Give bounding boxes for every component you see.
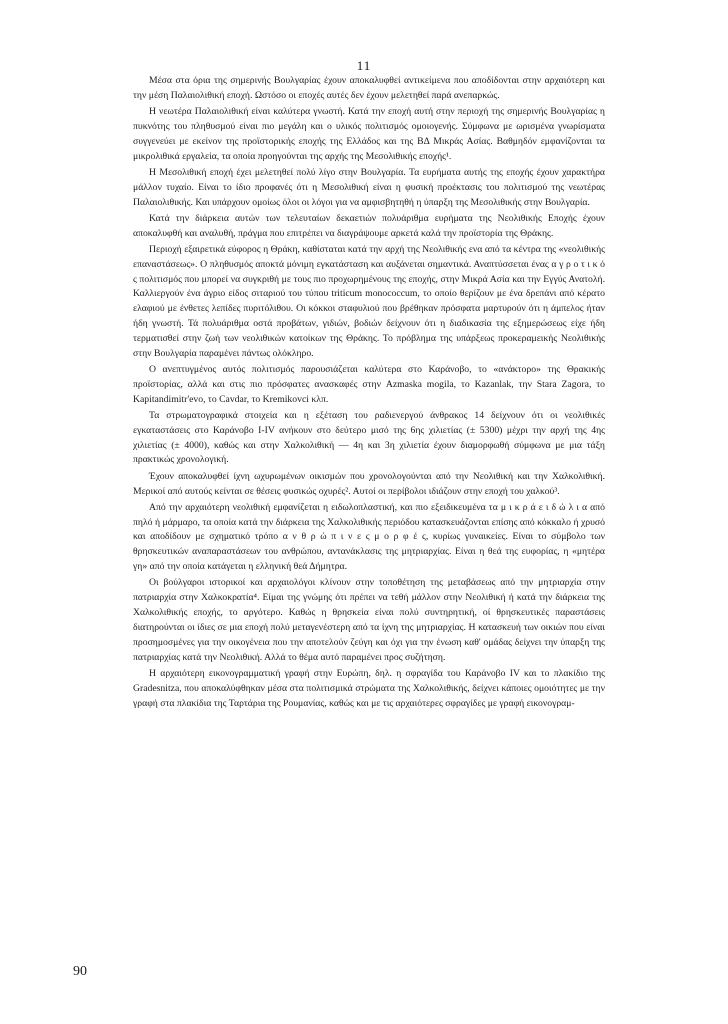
paragraph: Η Μεσολιθική εποχή έχει μελετηθεί πολύ λίγο στην Βουλγαρία. Τα ευρήματα αυτής της εποχής έχουν χαρακτήρα μάλλον τυχαίο. Είναι το ίδιο προφανές ότι η Μεσολιθική είναι η φυσική προέκτασις του πολιτισμού της νεωτέρας Παλαιολιθικής. Και υπάρχουν ομοίως όλοι οι λόγοι για να αμφισβητηθή η ύπαρξη της Μεσολιθικής στην Βουλγαρία. [133,166,605,208]
body-text [133,74,605,711]
paragraph: Έχουν αποκαλυφθεί ίχνη ωχυρωμένων οικισμών που χρονολογούνται από την Νεολιθική και την Χαλκολιθική. Μερικοί από αυτούς κείνται σε θέσεις φυσικώς οχυρές². Αυτοί οι περίβολοι ιδιάζουν στην εποχή του χαλκού³. [133,470,605,497]
page-footer-number: 90 [73,964,87,979]
paragraph: Περιοχή εξαιρετικά εύφορος η Θράκη, καθίσταται κατά την αρχή της Νεολιθικής ενα από τα κέντρα της «νεολιθικής επαναστάσεως». Ο πληθυσμός αποκτά μόνιμη εγκατάσταση και αυξάνεται σημαντικά. Αναπτύσσεται ένας α γ ρ ο τ ι κ ό ς πολιτισμός που μπορεί να συγκριθή με τους πιο προχωρημένους της εποχής, στην Μικρά Ασία και την Εγγύς Ανατολή. Καλλιεργούν ένα άγριο είδος σιταριού του τύπου triticum monococcum, το οποίο θερίζουν με ένα δρεπάνι από κέρατο ελαφιού με ένθετες λεπίδες πυριτόλιθου. Οι κόκκοι σταφυλιού που βρέθηκαν πρόσφατα μαρτυρούν ότι η άμπελος ήταν ήδη γνωστή. Τά πολυάριθμα οστά προβάτων, γιδιών, βοδιών δείχνουν ότι η διαδικασία της εξημερώσεως είχε ήδη τερματισθεί στην ζωή των νεολιθικών κατοίκων της Θράκης. Το πρόβλημα της υπάρξεως προκεραμεικής Νεολιθικής στην Βουλγαρία παραμένει πάντως ολόκληρο. [133,243,605,359]
paragraph: Η αρχαιότερη εικονογραμματική γραφή στην Ευρώπη, δηλ. η σφραγίδα του Καράνοβο IV και το πλακίδιο της Gradesnitza, που αποκαλύφθηκαν μέσα στα πολιτισμικά στρώματα της Χαλκολιθικής, δείχνει κάποιες ομοιότητες με την γραφή στα πλακίδια της Ταρτάρια της Ρουμανίας, καθώς και με τις αρχαιότερες σφραγίδες με γραφή εικονογραμ- [133,667,605,709]
paragraph: Από την αρχαιότερη νεολιθική εμφανίζεται η ειδωλοπλαστική, και πιο εξειδικευμένα τα μ ι κ ρ ά ε ι δ ώ λ ι α από πηλό ή μάρμαρο, τα οποία κατά την διάρκεια της Χαλκολιθικής περιόδου κατασκευάζονται επίσης από κόκκαλο ή χρυσό και αποδίδουν με σχηματικό τρόπο α ν θ ρ ώ π ι ν ε ς μ ο ρ φ έ ς, κυρίως γυναικείες. Είναι το σύμβολο των θρησκευτικών αναπαραστάσεων του ανθρώπου, αντανάκλασις της μητριαρχίας. Είναι η θεά της ευφορίας, η «μητέρα γη» από την οποία κατάγεται η ελληνική θεά Δήμητρα. [133,501,605,573]
paragraph: Τα στρωματογραφικά στοιχεία και η εξέταση του ραδιενεργού άνθρακος 14 δείχνουν ότι οι νεολιθικές εγκαταστάσεις στο Καράνοβο I-IV ανήκουν στο δεύτερο μισό της 6ης χιλιετίας (± 5300) μέχρι την αρχή της 4ης χιλιετίας (± 4000), καθώς και στην Χαλκολιθική — 4η και 3η χιλιετία έχουν διαμορφωθή σύμφωνα με μια τάξη πρακτικώς χρονολογική. [133,409,605,466]
paragraph: Η νεωτέρα Παλαιολιθική είναι καλύτερα γνωστή. Κατά την εποχή αυτή στην περιοχή της σημερινής Βουλγαρίας η πυκνότης του πληθυσμού είναι πιο μεγάλη και ο υλικός πολιτισμός ομοιογενής. Σύμφωνα με ωρισμένα γνωρίσματα συγγενεύει με εκείνον της προϊστορικής εποχής της Ελλάδος και της ΒΔ Μικράς Ασίας. Βαθμηδόν εμφανίζονται τα μικρολιθικά εργαλεία, τα οποία προηγούνται της αρχής της Μεσολιθικής εποχής¹. [133,106,605,162]
paragraph: Ο ανεπτυγμένος αυτός πολιτισμός παρουσιάζεται καλύτερα στο Καράνοβο, το «ανάκτορο» της Θρακικής προϊστορίας, αλλά και στις πιο πρόσφατες ανασκαφές στην Azmaska mogila, το Kazanlak, την Stara Zagora, το Kapitandimitr'evo, το Cavdar, το Kremikovci κλπ. [133,363,605,405]
paragraph: Μέσα στα όρια της σημερινής Βουλγαρίας έχουν αποκαλυφθεί αντικείμενα που αποδίδονται στην αρχαιότερη και την μέση Παλαιολιθική εποχή. Ωστόσο οι εποχές αυτές δεν έχουν μελετηθεί παρά ανεπαρκώς. [133,75,605,101]
page-header-number: 11 [356,58,372,73]
paragraph: Οι βούλγαροι ιστορικοί και αρχαιολόγοι κλίνουν στην τοποθέτηση της μεταβάσεως από την μητριαρχία στην πατριαρχία στην Χαλκοκρατία⁴. Είμαι της γνώμης ότι πρέπει να τεθή μάλλον στην Νεολιθική ή κατά την διάρκεια της Χαλκολιθικής εποχής, το αργότερο. Καθώς η θρησκεία είναι πολύ συντηρητική, οί θρησκευτικές παραστάσεις διατηρούνται οι ίδιες σε μια εποχή πολύ μεταγενέστερη από τα ίχνη της μητριαρχίας. Η κατασκευή των οικιών που είναι προσημοσμένες για την οικογένεια που την αποτελούν ζεύγη και όχι για την ένωση καθ' ομάδας δείχνει την ύπαρξη της πατριαρχίας κατά την Νεολιθική. Αλλά το θέμα αυτό παραμένει προς συζήτηση. [133,577,605,663]
paragraph: Κατά την διάρκεια αυτών των τελευταίων δεκαετιών πολυάριθμα ευρήματα της Νεολιθικής Εποχής έχουν αποκαλυφθή και αναλυθή, πράγμα που επιτρέπει να διαγράψουμε αρκετά καλά την προϊστορία της Θράκης. [133,212,605,239]
